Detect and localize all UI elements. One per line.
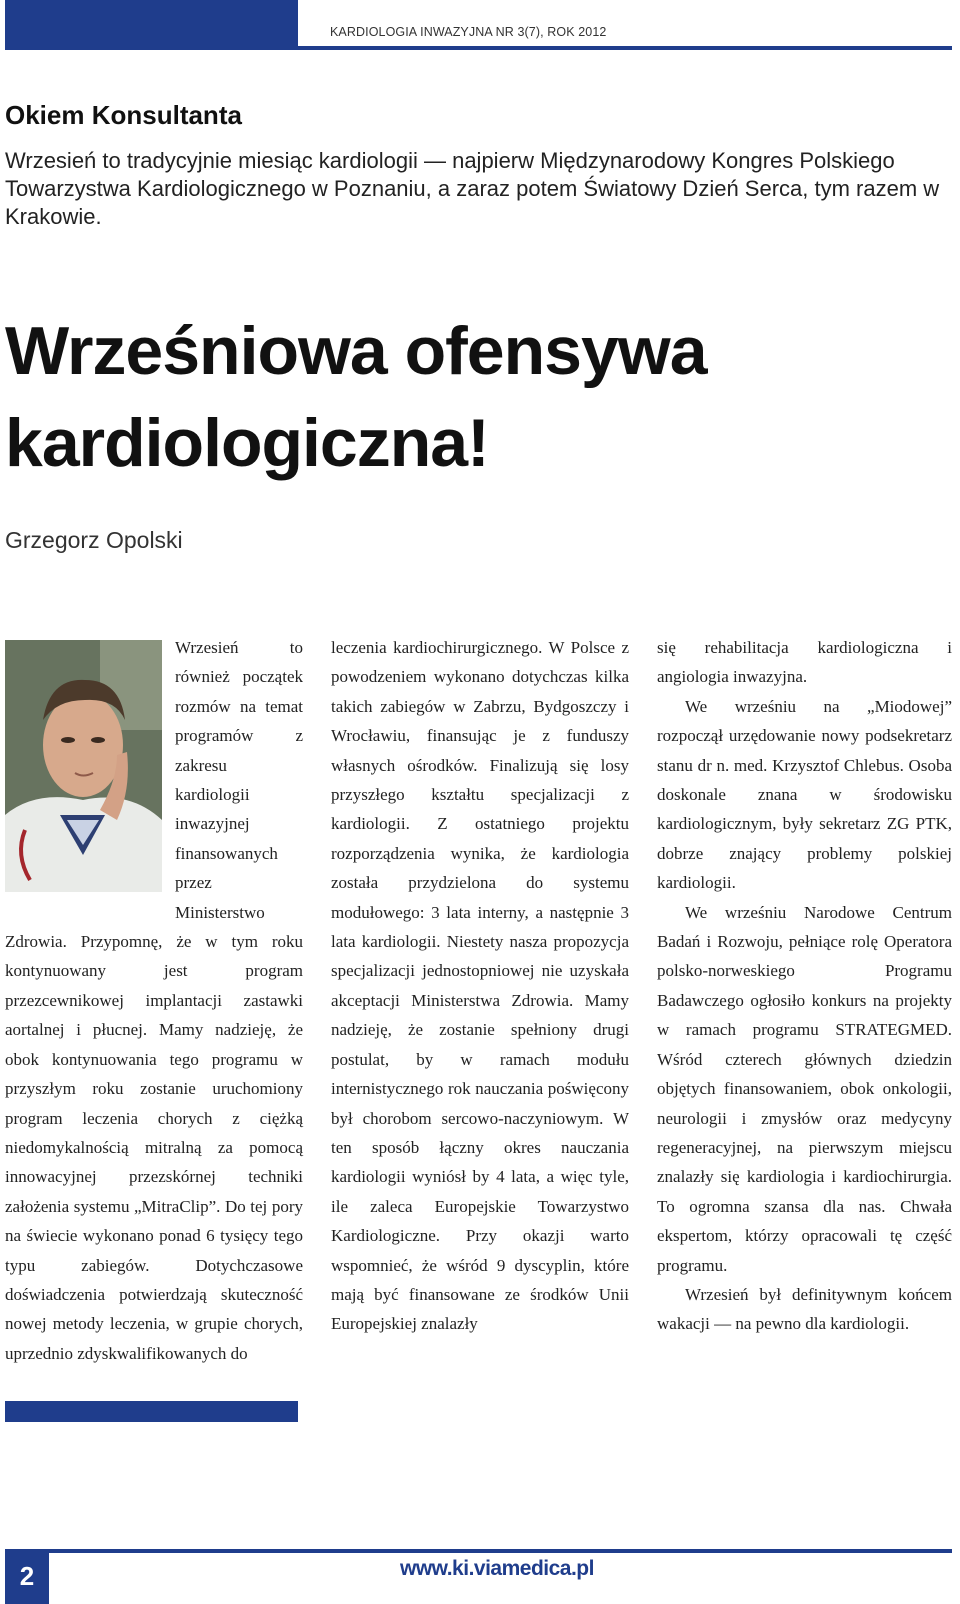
article-title-line-2: kardiologiczna!: [5, 405, 489, 481]
page-number: 2: [5, 1549, 49, 1604]
column-3-paragraph-4: Wrzesień był definitywnym końcem wakacji — na pewno dla kardiologii.: [657, 1284, 952, 1334]
article-column-1: [5, 633, 303, 1368]
journal-title: KARDIOLOGIA INWAZYJNA NR 3(7), ROK 2012: [330, 25, 607, 39]
column-3-paragraph-2: We wrześniu na „Miodowej” rozpoczął urzędowanie nowy podsekretarz stanu dr n. med. Krzysztof Chlebus. Osoba doskonale znana w środowisku kardiologicznym, były sekretarz ZG PTK, dobrze znający problemy polskiej kardiologii.: [657, 696, 952, 893]
article-column-2: [331, 633, 629, 1339]
author-name: Grzegorz Opolski: [5, 527, 183, 553]
footer-website-link[interactable]: www.ki.viamedica.pl: [400, 1557, 594, 1580]
article-title: [5, 305, 950, 489]
section-label: Okiem Konsultanta: [5, 100, 242, 130]
article-end-bar: [5, 1401, 298, 1422]
article-lead: Wrzesień to tradycyjnie miesiąc kardiologii — najpierw Międzynarodowy Kongres Polskiego Towarzystwa Kardiologicznego w Poznaniu, a zaraz potem Światowy Dzień Serca, tym razem w Krakowie.: [5, 148, 940, 229]
header-accent-bar: [5, 0, 298, 50]
column-2-paragraph-1: leczenia kardiochirurgicznego. W Polsce z powodzeniem wykonano dotychczas kilka takich zabiegów w Zabrzu, Bydgoszczy i Wrocławiu, finansując je z funduszy własnych ośrodków. Finalizują się losy przyszłego kształtu specjalizacji z kardiologii. Z ostatniego projektu rozporządzenia wynika, że kardiologia została przydzielona do systemu modułowego: 3 lata interny, a następnie 3 lata kardiologii. Niestety nasza propozycja specjalizacji jednostopniowej nie uzyskała akceptacji Ministerstwa Zdrowia. Mamy nadzieję, że zostanie spełniony drugi postulat, by w ramach modułu internistycznego rok nauczania poświęcony był chorobom sercowo-naczyniowym. W ten sposób łączny okres nauczania kardiologii wyniósł by 4 lata, a więc tyle, ile zaleca Europejskie Towarzystwo Kardiologiczne. Przy okazji warto wspomnieć, że wśród 9 dyscyplin, które mają być finansowane ze środków Unii Europejskiej znalazły: [331, 638, 629, 1334]
article-column-3: [657, 633, 952, 1339]
article-title-line-1: Wrześniowa ofensywa: [5, 313, 707, 389]
footer-rule: [5, 1549, 952, 1553]
header-rule: [5, 46, 952, 50]
photo-wrap-space: [5, 637, 175, 902]
column-3-paragraph-1: się rehabilitacja kardiologiczna i angiologia inwazyjna.: [657, 638, 952, 687]
column-1-paragraph-1: Wrzesień to również początek rozmów na temat programów z zakresu kardiologii inwazyjnej finansowanych przez Ministerstwo Zdrowia. Przypomnę, że w tym roku kontynuowany jest program przezcewnikowej implantacji zastawki aortalnej i płucnej. Mamy nadzieję, że obok kontynuowania tego programu w przyszłym roku zostanie uruchomiony program leczenia chorych z ciężką niedomykalnością mitralną za pomocą innowacyjnej przezskórnej techniki założenia systemu „MitraClip”. Do tej pory na świecie wykonano ponad 6 tysięcy tego typu zabiegów. Dotychczasowe doświadczenia potwierdzają skuteczność nowej metody leczenia, w grupie chorych, uprzednio zdyskwalifikowanych do: [5, 638, 303, 1363]
column-3-paragraph-3: We wrześniu Narodowe Centrum Badań i Rozwoju, pełniące rolę Operatora polsko-norweskiego Programu Badawczego ogłosiło konkurs na projekty w ramach programu STRATEGMED. Wśród czterech głównych dziedzin objętych finansowaniem, obok onkologii, neurologii i zmysłów oraz medycyny regeneracyjnej, na pierwszym miejscu znalazły się kardiologia i kardiochirurgia. To ogromna szansa dla nas. Chwała ekspertom, którzy opracowali tę część programu.: [657, 902, 952, 1275]
